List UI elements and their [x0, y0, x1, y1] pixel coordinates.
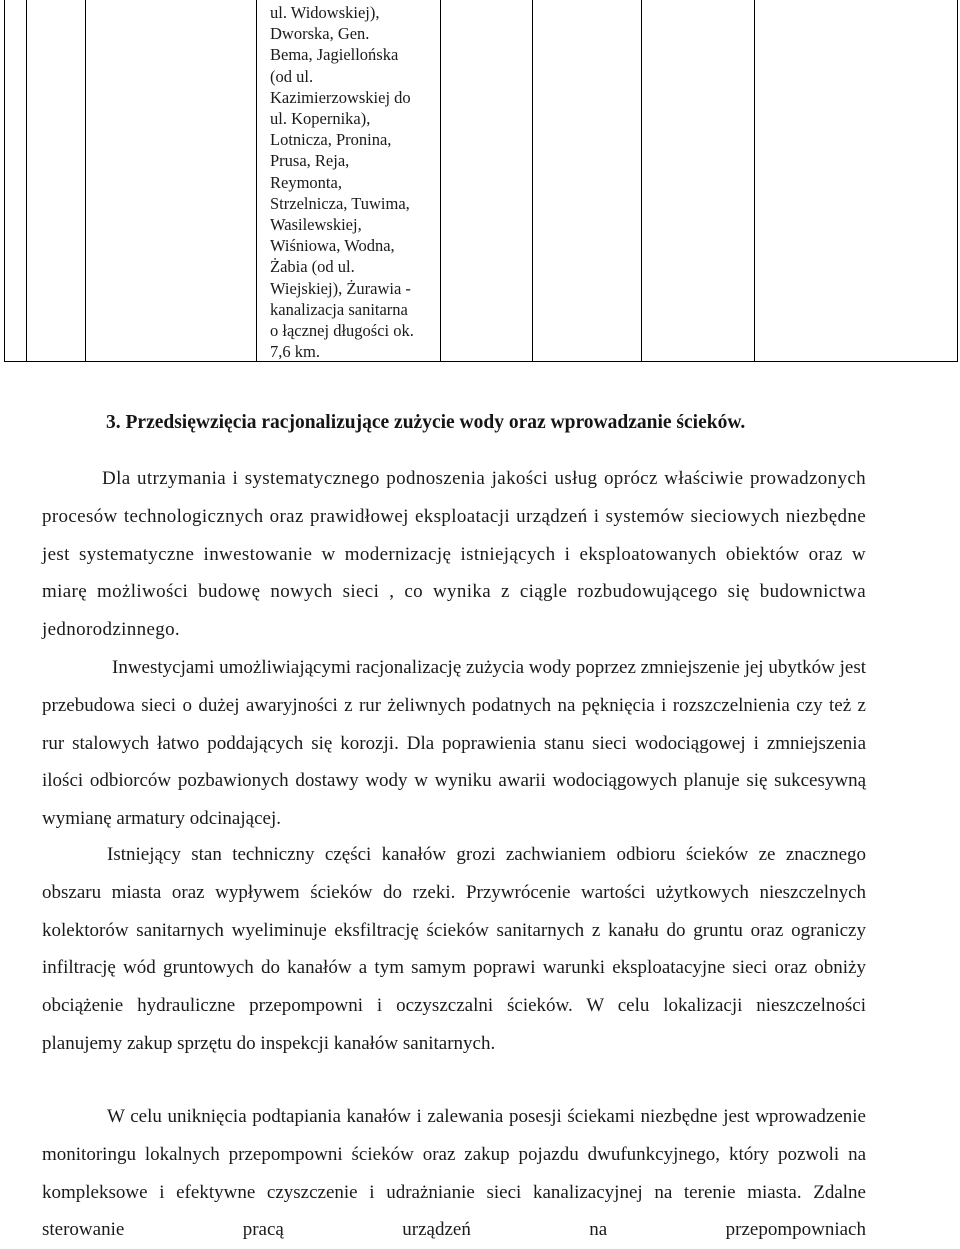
table-column-divider [256, 0, 257, 362]
table-border-right [957, 0, 958, 362]
table-column-divider [85, 0, 86, 362]
paragraph: Istniejący stan techniczny części kanałów grozi zachwianiem odbioru ścieków ze znacznego obszaru miasta oraz wypływem ścieków do rzeki. Przywrócenie wartości użytkowych nieszczelnych kolektorów sanitarnych wyeliminuje eksfiltrację ścieków sanitarnych z kanału do gruntu oraz ograniczy infiltrację wód gruntowych do kanałów a tym samym poprawi warunki eksploatacyjne sieci oraz obniży obciążenie hydrauliczne przepompowni i oczyszczalni ścieków. W celu lokalizacji nieszczelności planujemy zakup sprzętu do inspekcji kanałów sanitarnych. [42, 844, 866, 1054]
paragraph: W celu uniknięcia podtapiania kanałów i zalewania posesji ściekami niezbędne jest wprowadzenie monitoringu lokalnych przepompowni ścieków oraz zakup pojazdu dwufunkcyjnego, który pozwoli na kompleksowe i efektywne czyszczenie i udrażnianie sieci kanalizacyjnej na terenie miasta. Zdalne sterowanie pracą urządzeń na przepompowniach [42, 1106, 866, 1241]
paragraph: Dla utrzymania i systematycznego podnoszenia jakości usług oprócz właściwie prowadzonych procesów technologicznych oraz prawidłowej eksploatacji urządzeń i systemów sieciowych niezbędne jest systematyczne inwestowanie w modernizację istniejących i eksploatowanych obiektów oraz w miarę możliwości budowę nowych sieci , co wynika z ciągle rozbudowującego się budownictwa jednorodzinnego. [42, 468, 866, 641]
paragraph: Inwestycjami umożliwiającymi racjonalizację zużycia wody poprzez zmniejszenie jej ubytków jest przebudowa sieci o dużej awaryjności z rur żeliwnych podatnych na pęknięcia i rozszczelnienia czy też z rur stalowych łatwo poddających się korozji. Dla poprawienia stanu sieci wodociągowej i zmniejszenia ilości odbiorców pozbawionych dostawy wody w wyniku awarii wodociągowych planuje się sukcesywną wymianę armatury odcinającej. [42, 657, 866, 830]
table-border-left [4, 0, 5, 362]
table-column-divider [440, 0, 441, 362]
table-column-divider [532, 0, 533, 362]
table-column-divider [641, 0, 642, 362]
table-border-bottom [4, 361, 958, 362]
table-column-divider [754, 0, 755, 362]
table-column-divider [26, 0, 27, 362]
section-heading: 3. Przedsięwzięcia racjonalizujące zużycie wody oraz wprowadzanie ścieków. [106, 412, 746, 433]
table-fragment [4, 0, 958, 362]
table-cell-streets: ul. Widowskiej), Dworska, Gen. Bema, Jagiellońska (od ul. Kazimierzowskiej do ul. Kopernika), Lotnicza, Pronina, Prusa, Reja, Reymonta, Strzelnicza, Tuwima, Wasilewskiej, Wiśniowa, Wodna, Żabia (od ul. Wiejskiej), Żurawia - kanalizacja sanitarna o łącznej długości ok. 7,6 km. [270, 3, 414, 362]
